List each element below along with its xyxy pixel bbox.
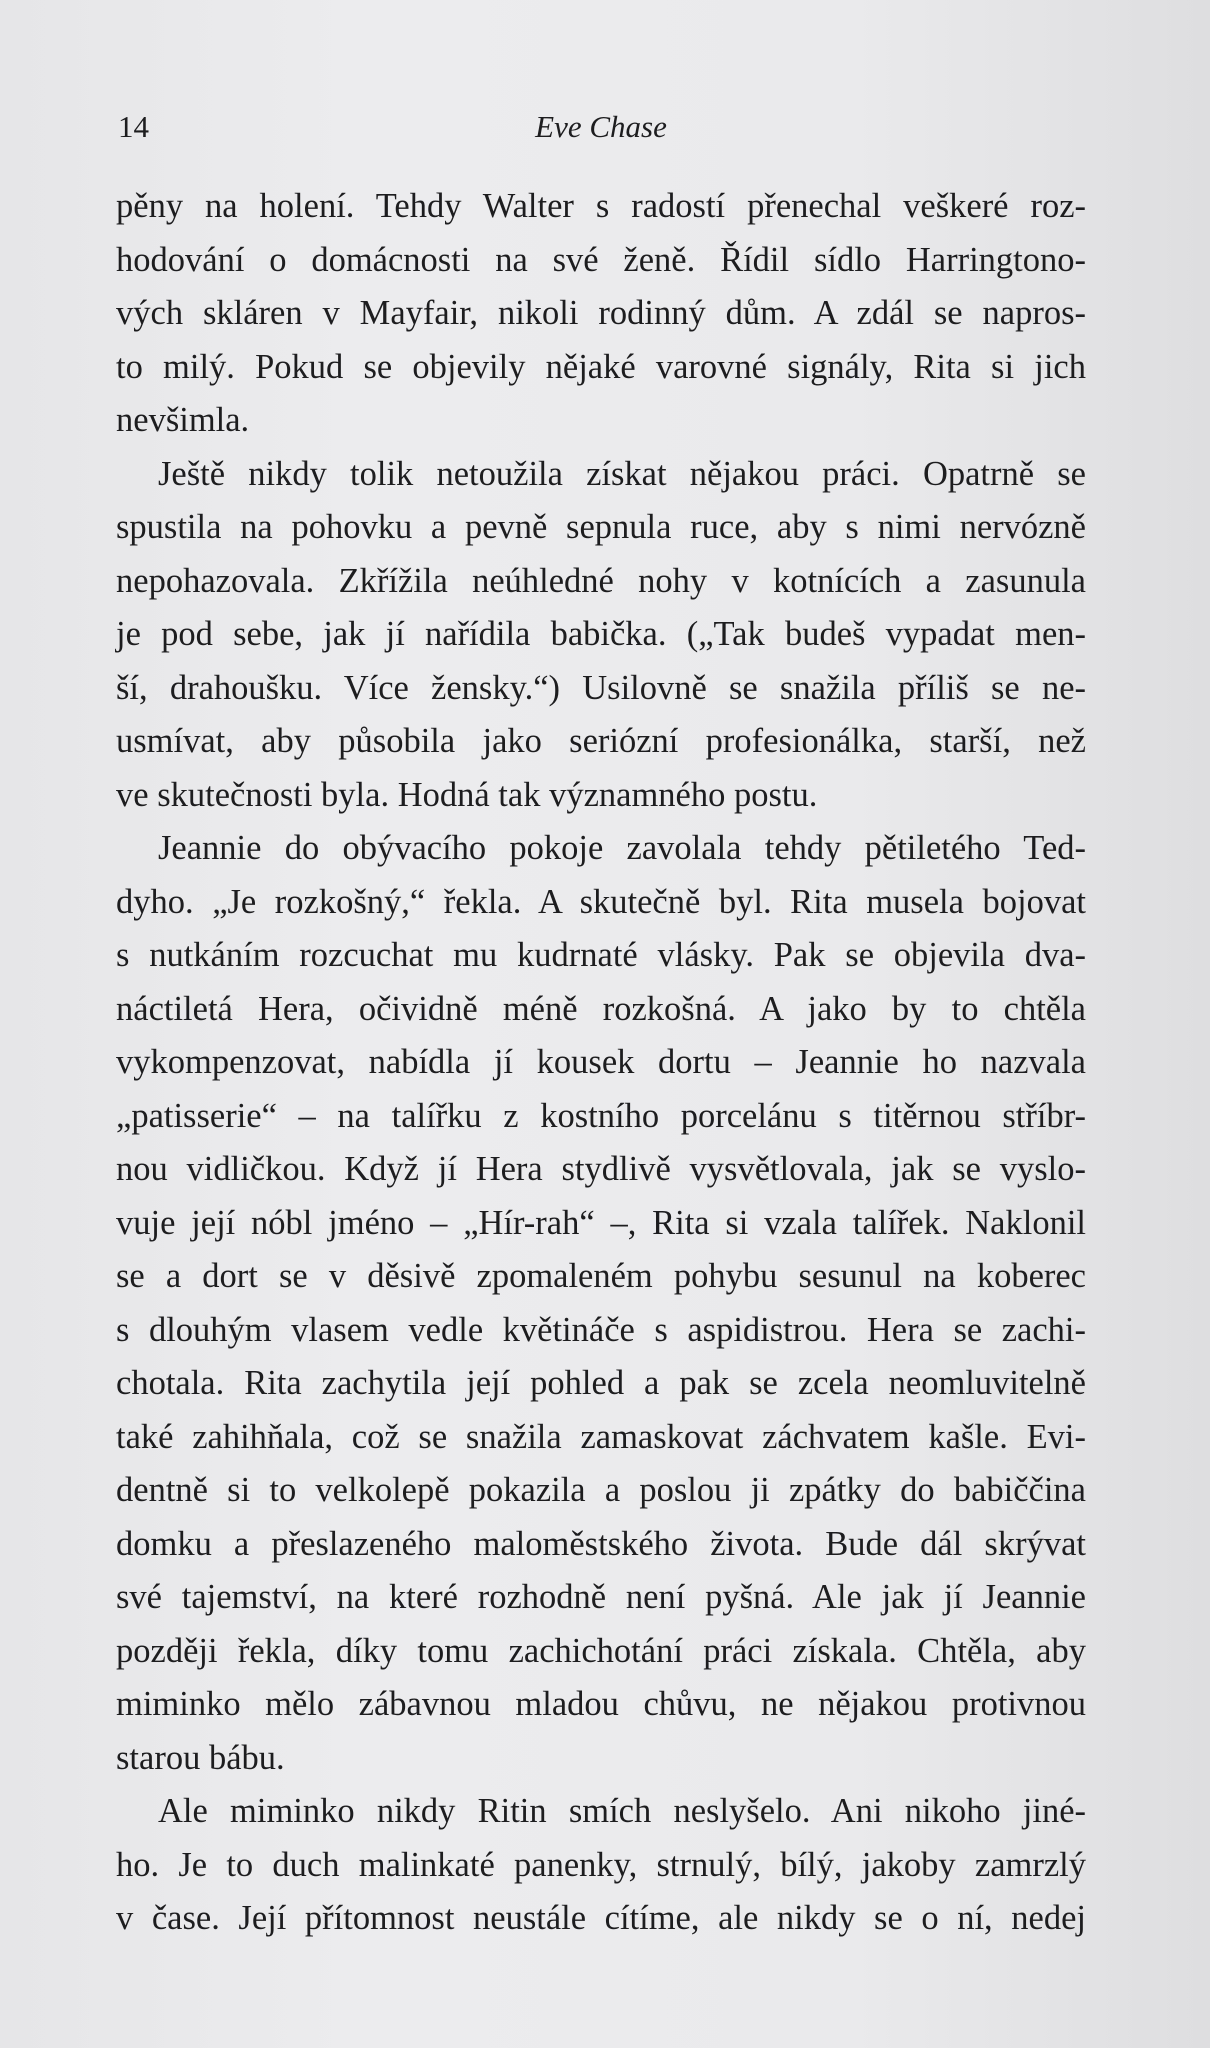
text-line: domku a přeslazeného maloměstského života. Bude dál skrývat <box>116 1524 1086 1563</box>
text-line: nevšimla. <box>116 401 250 439</box>
text-line: Ale miminko nikdy Ritin smích neslyšelo. Ani nikoho jiné- <box>158 1792 1086 1830</box>
page-header <box>116 102 1086 152</box>
text-line: s nutkáním rozcuchat mu kudrnaté vlásky. Pak se objevila dva- <box>116 936 1086 974</box>
text-line: hodování o domácnosti na své ženě. Řídil sídlo Harringtono- <box>116 240 1086 279</box>
text-line: ho. Je to duch malinkaté panenky, strnulý, bílý, jakoby zamrzlý <box>116 1845 1086 1884</box>
text-line: také zahihňala, což se snažila zamaskovat záchvatem kašle. Evi- <box>116 1417 1086 1456</box>
text-line: vuje její nóbl jméno – „Hír-rah“ –, Rita si vzala talířek. Naklonil <box>116 1203 1086 1242</box>
text-line: dentně si to velkolepě pokazila a poslou ji zpátky do babiččina <box>116 1471 1086 1509</box>
paragraph <box>116 1785 1086 1946</box>
body-text <box>116 180 1086 1946</box>
page-number: 14 <box>118 109 149 144</box>
text-line: starou bábu. <box>116 1738 285 1777</box>
text-line: „patisserie“ – na talířku z kostního porcelánu s titěrnou stříbr- <box>116 1096 1086 1135</box>
text-line: pěny na holení. Tehdy Walter s radostí přenechal veškeré roz- <box>116 187 1086 225</box>
paragraph <box>116 180 1086 448</box>
text-line: náctiletá Hera, očividně méně rozkošná. A jako by to chtěla <box>116 989 1086 1028</box>
text-line: chotala. Rita zachytila její pohled a pak se zcela neomluvitelně <box>116 1364 1086 1402</box>
text-line: vých skláren v Mayfair, nikoli rodinný dům. A zdál se napros- <box>116 294 1086 332</box>
text-line: miminko mělo zábavnou mladou chůvu, ne nějakou protivnou <box>116 1685 1086 1723</box>
running-title: Eve Chase <box>535 109 667 144</box>
text-line: Jeannie do obývacího pokoje zavolala tehdy pětiletého Ted- <box>158 829 1086 867</box>
text-line: Ještě nikdy tolik netoužila získat nějakou práci. Opatrně se <box>158 454 1086 493</box>
text-line: v čase. Její přítomnost neustále cítíme, ale nikdy se o ní, nedej <box>116 1899 1086 1937</box>
text-line: později řekla, díky tomu zachichotání práci získala. Chtěla, aby <box>116 1631 1086 1670</box>
text-line: se a dort se v děsivě zpomaleném pohybu sesunul na koberec <box>116 1257 1086 1295</box>
text-line: to milý. Pokud se objevily nějaké varovné signály, Rita si jich <box>116 347 1086 386</box>
text-line: své tajemství, na které rozhodně není pyšná. Ale jak jí Jeannie <box>116 1578 1086 1616</box>
text-line: je pod sebe, jak jí nařídila babička. („Tak budeš vypadat men- <box>116 615 1086 653</box>
text-line: usmívat, aby působila jako seriózní profesionálka, starší, než <box>116 722 1086 760</box>
text-line: dyho. „Je rozkošný,“ řekla. A skutečně byl. Rita musela bojovat <box>116 882 1086 921</box>
text-line: s dlouhým vlasem vedle květináče s aspidistrou. Hera se zachi- <box>116 1310 1086 1349</box>
text-line: nepohazovala. Zkřížila neúhledné nohy v kotnících a zasunula <box>116 561 1086 600</box>
text-line: ší, drahoušku. Více žensky.“) Usilovně se snažila příliš se ne- <box>116 668 1086 707</box>
paragraph <box>116 448 1086 823</box>
text-line: vykompenzovat, nabídla jí kousek dortu – Jeannie ho nazvala <box>116 1043 1086 1081</box>
paragraph <box>116 822 1086 1785</box>
text-line: spustila na pohovku a pevně sepnula ruce, aby s nimi nervózně <box>116 508 1086 546</box>
text-line: ve skutečnosti byla. Hodná tak významného postu. <box>116 775 818 814</box>
text-line: nou vidličkou. Když jí Hera stydlivě vysvětlovala, jak se vyslo- <box>116 1150 1086 1188</box>
